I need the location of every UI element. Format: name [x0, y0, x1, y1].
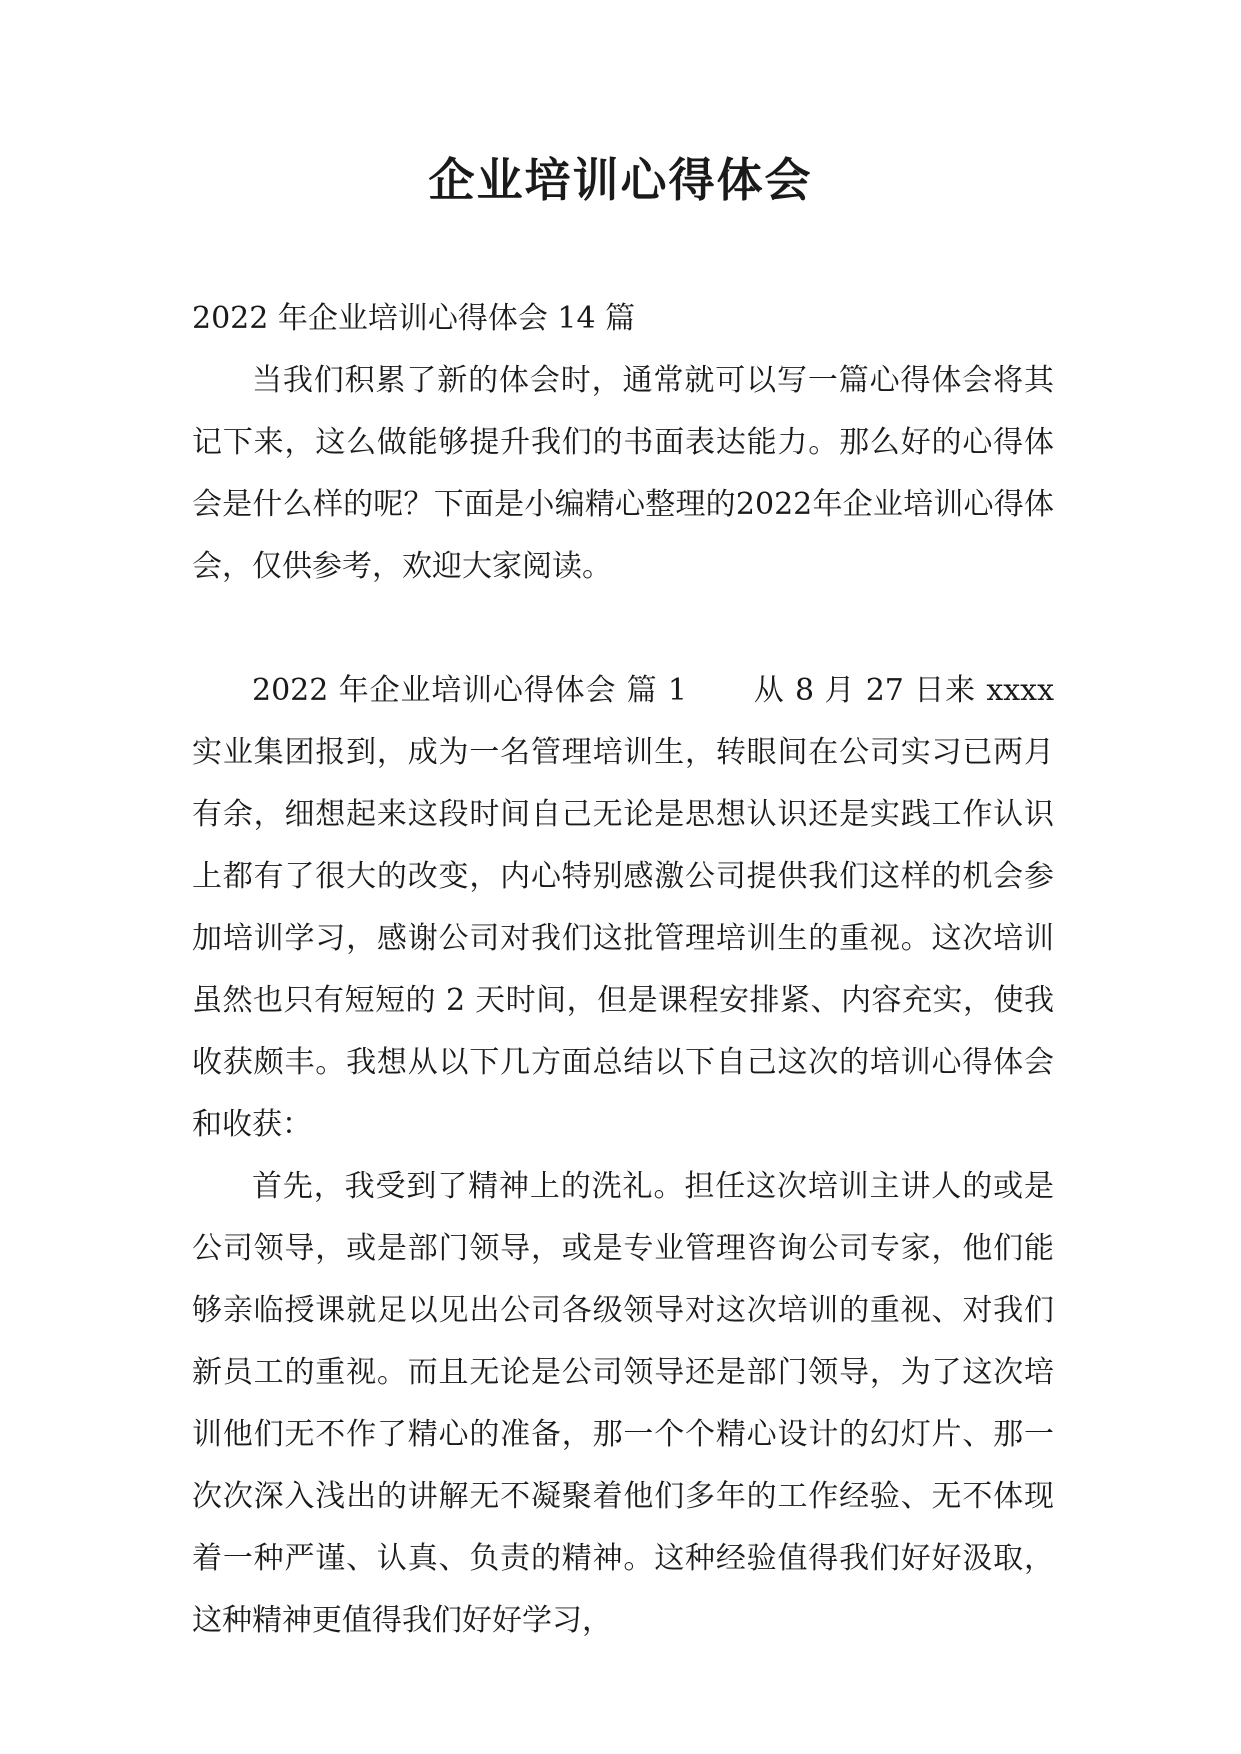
section-1-lead: 从 8 月 27 日来 xxxx 实业集团报到，成为一名管理培训生，转眼间在公司实习已两月有余，细想起来这段时间自己无论是思想认识还是实践工作认识上都有了很大的改变，内心特别感激公司提供我们这样的机会参加培训学习，感谢公司对我们这批管理培训生的重视。这次培训虽然也只有短短的 2 天时间，但是课程安排紧、内容充实，使我收获颇丰。我想从以下几方面总结以下自己这次的培训心得体会和收获： [192, 673, 1054, 1142]
section-1-paragraph [192, 660, 1054, 1156]
document-body [192, 288, 1054, 1652]
document-title: 企业培训心得体会 [428, 153, 813, 207]
section-1-heading: 2022 年企业培训心得体会 篇 1 [252, 673, 687, 708]
document-subtitle: 2022 年企业培训心得体会 14 篇 [192, 301, 636, 336]
paragraph-gap [192, 598, 1054, 660]
intro-paragraph: 当我们积累了新的体会时，通常就可以写一篇心得体会将其记下来，这么做能够提升我们的书面表达能力。那么好的心得体会是什么样的呢？下面是小编精心整理的2022年企业培训心得体会，仅供参考，欢迎大家阅读。 [192, 363, 1054, 584]
section-1-paragraph-2: 首先，我受到了精神上的洗礼。担任这次培训主讲人的或是公司领导，或是部门领导，或是专业管理咨询公司专家，他们能够亲临授课就足以见出公司各级领导对这次培训的重视、对我们新员工的重视。而且无论是公司领导还是部门领导，为了这次培训他们无不作了精心的准备，那一个个精心设计的幻灯片、那一次次深入浅出的讲解无不凝聚着他们多年的工作经验、无不体现着一种严谨、认真、负责的精神。这种经验值得我们好好汲取，这种精神更值得我们好好学习， [192, 1169, 1054, 1638]
